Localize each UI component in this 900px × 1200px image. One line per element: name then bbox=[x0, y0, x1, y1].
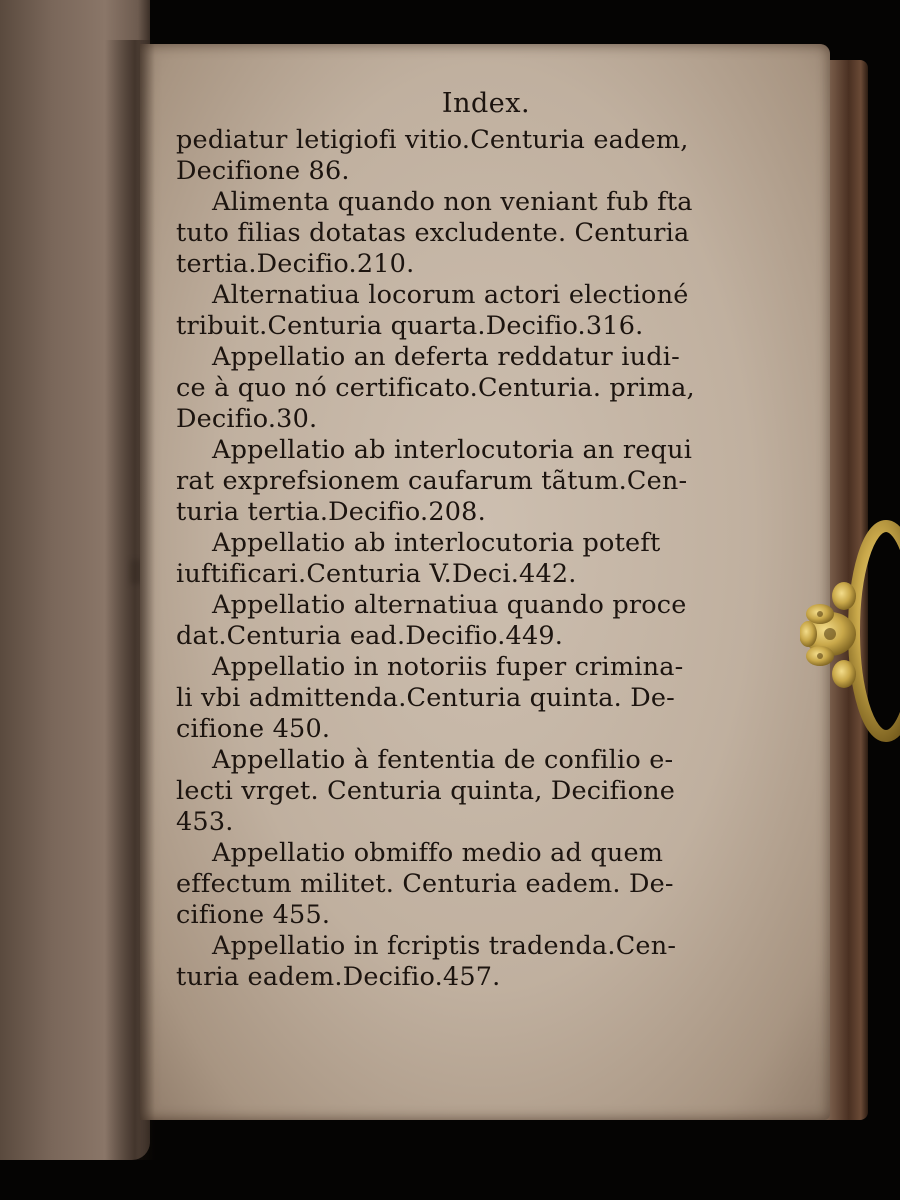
index-line: effectum militet. Centuria eadem. De- bbox=[176, 869, 674, 899]
index-line: tuto filias dotatas excludente. Centuria bbox=[176, 218, 690, 248]
index-line: cifione 455. bbox=[176, 900, 331, 930]
index-line: Decifione 86. bbox=[176, 156, 350, 186]
index-line: rat exprefsionem caufarum tãtum.Cen- bbox=[176, 466, 688, 496]
index-line: Appellatio obmiffo medio ad quem bbox=[212, 838, 664, 868]
index-line: 453. bbox=[176, 807, 234, 837]
index-line: pediatur letigiofi vitio.Centuria eadem, bbox=[176, 125, 689, 155]
index-line: ce à quo nó certificato.Centuria. prima, bbox=[176, 373, 695, 403]
gilt-clasp-ornament bbox=[800, 516, 900, 746]
index-line: Appellatio à fententia de confilio e- bbox=[212, 745, 674, 775]
index-line: turia tertia.Decifio.208. bbox=[176, 497, 486, 527]
book-page bbox=[140, 44, 830, 1120]
index-line: tertia.Decifio.210. bbox=[176, 249, 415, 279]
index-line: Alimenta quando non veniant fub fta bbox=[212, 187, 693, 217]
index-line: turia eadem.Decifio.457. bbox=[176, 962, 501, 992]
gutter-shadow bbox=[105, 40, 155, 1160]
index-line: li vbi admittenda.Centuria quinta. De- bbox=[176, 683, 675, 713]
index-entries bbox=[176, 125, 796, 993]
index-line: dat.Centuria ead.Decifio.449. bbox=[176, 621, 564, 651]
index-line: Appellatio ab interlocutoria an requi bbox=[212, 435, 693, 465]
index-line: Decifio.30. bbox=[176, 404, 318, 434]
index-line: Appellatio in fcriptis tradenda.Cen- bbox=[212, 931, 677, 961]
index-line: Appellatio alternatiua quando proce bbox=[212, 590, 687, 620]
index-line: Appellatio an deferta reddatur iudi- bbox=[212, 342, 680, 372]
index-line: tribuit.Centuria quarta.Decifio.316. bbox=[176, 311, 644, 341]
index-text-block bbox=[176, 88, 796, 993]
index-line: Appellatio ab interlocutoria poteft bbox=[212, 528, 661, 558]
index-line: Appellatio in notoriis fuper crimina- bbox=[212, 652, 684, 682]
page-header: Index. bbox=[441, 88, 531, 119]
index-line: Alternatiua locorum actori electioné bbox=[212, 280, 689, 310]
index-line: lecti vrget. Centuria quinta, Decifione bbox=[176, 776, 676, 806]
index-line: iuftificari.Centuria V.Deci.442. bbox=[176, 559, 577, 589]
index-line: cifione 450. bbox=[176, 714, 331, 744]
